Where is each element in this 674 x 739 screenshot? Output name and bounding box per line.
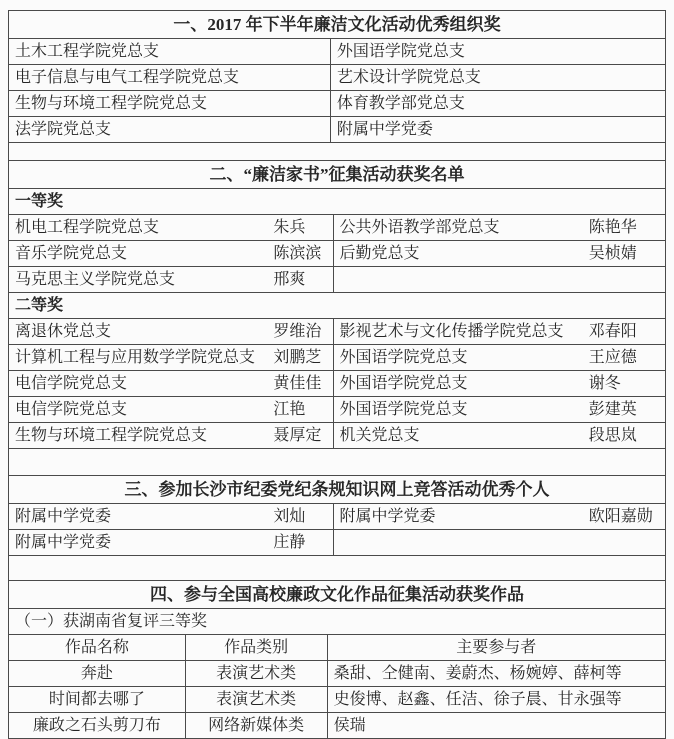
table-row xyxy=(9,319,666,345)
table-row xyxy=(9,687,666,713)
work-participants-cell: 侯瑞 xyxy=(327,713,665,739)
name-cell: 吴桢婧 xyxy=(583,241,666,267)
name-cell: 谢冬 xyxy=(583,371,666,397)
table-row xyxy=(9,39,666,65)
org-cell: 外国语学院党总支 xyxy=(333,371,583,397)
work-title-column-header: 作品名称 xyxy=(9,635,186,661)
name-cell: 陈滨滨 xyxy=(267,241,333,267)
table-row xyxy=(9,65,666,91)
org-cell: 机关党总支 xyxy=(333,423,583,449)
first-prize-label: 一等奖 xyxy=(9,189,666,215)
first-prize-label-row xyxy=(9,189,666,215)
table-row xyxy=(9,345,666,371)
section4-header-row xyxy=(9,581,666,609)
org-cell: 公共外语教学部党总支 xyxy=(333,215,583,241)
name-cell: 彭建英 xyxy=(583,397,666,423)
name-cell: 罗维治 xyxy=(267,319,333,345)
table-row xyxy=(9,661,666,687)
work-title-cell: 奔赴 xyxy=(9,661,186,687)
name-cell xyxy=(583,530,666,556)
table-row xyxy=(9,117,666,143)
org-cell: 体育教学部党总支 xyxy=(330,91,665,117)
section4-subtitle: （一）获湖南省复评三等奖 xyxy=(9,609,666,635)
table-row xyxy=(9,371,666,397)
table-row xyxy=(9,713,666,739)
work-participants-column-header: 主要参与者 xyxy=(327,635,665,661)
org-cell: 电信学院党总支 xyxy=(9,371,268,397)
section1-org-award-table xyxy=(8,10,666,143)
work-participants-cell: 桑甜、仝健南、姜蔚杰、杨婉婷、薛柯等 xyxy=(327,661,665,687)
second-prize-label: 二等奖 xyxy=(9,293,666,319)
table-row xyxy=(9,504,666,530)
name-cell: 邢爽 xyxy=(267,267,333,293)
section2-title: 二、“廉洁家书”征集活动获奖名单 xyxy=(9,161,666,189)
org-cell: 计算机工程与应用数学学院党总支 xyxy=(9,345,268,371)
org-cell: 附属中学党委 xyxy=(333,504,583,530)
name-cell: 聂厚定 xyxy=(267,423,333,449)
name-cell: 刘鹏芝 xyxy=(267,345,333,371)
org-cell: 附属中学党委 xyxy=(9,504,268,530)
table-gap xyxy=(8,449,666,475)
org-cell xyxy=(333,267,583,293)
section2-letter-award-table xyxy=(8,160,666,449)
name-cell: 朱兵 xyxy=(267,215,333,241)
table-gap xyxy=(8,556,666,580)
table-row xyxy=(9,215,666,241)
org-cell: 外国语学院党总支 xyxy=(333,345,583,371)
org-cell: 生物与环境工程学院党总支 xyxy=(9,423,268,449)
org-cell: 离退休党总支 xyxy=(9,319,268,345)
table-row xyxy=(9,267,666,293)
name-cell xyxy=(583,267,666,293)
work-category-column-header: 作品类别 xyxy=(185,635,327,661)
org-cell: 生物与环境工程学院党总支 xyxy=(9,91,331,117)
org-cell: 法学院党总支 xyxy=(9,117,331,143)
award-document xyxy=(8,10,666,739)
section4-title: 四、参与全国高校廉政文化作品征集活动获奖作品 xyxy=(9,581,666,609)
section1-header-row xyxy=(9,11,666,39)
section2-header-row xyxy=(9,161,666,189)
table-row xyxy=(9,423,666,449)
section1-title: 一、2017 年下半年廉洁文化活动优秀组织奖 xyxy=(9,11,666,39)
name-cell: 欧阳嘉勋 xyxy=(583,504,666,530)
section4-subtitle-row xyxy=(9,609,666,635)
org-cell: 电子信息与电气工程学院党总支 xyxy=(9,65,331,91)
org-cell: 马克思主义学院党总支 xyxy=(9,267,268,293)
org-cell: 影视艺术与文化传播学院党总支 xyxy=(333,319,583,345)
name-cell: 庄静 xyxy=(267,530,333,556)
org-cell: 艺术设计学院党总支 xyxy=(330,65,665,91)
name-cell: 陈艳华 xyxy=(583,215,666,241)
table-gap xyxy=(8,143,666,160)
org-cell: 土木工程学院党总支 xyxy=(9,39,331,65)
org-cell: 附属中学党委 xyxy=(9,530,268,556)
org-cell xyxy=(333,530,583,556)
table-row xyxy=(9,91,666,117)
section3-quiz-award-table xyxy=(8,475,666,556)
work-category-cell: 网络新媒体类 xyxy=(185,713,327,739)
name-cell: 王应德 xyxy=(583,345,666,371)
org-cell: 后勤党总支 xyxy=(333,241,583,267)
org-cell: 外国语学院党总支 xyxy=(330,39,665,65)
name-cell: 江艳 xyxy=(267,397,333,423)
section3-header-row xyxy=(9,476,666,504)
work-title-cell: 廉政之石头剪刀布 xyxy=(9,713,186,739)
name-cell: 邓春阳 xyxy=(583,319,666,345)
name-cell: 刘灿 xyxy=(267,504,333,530)
works-column-header-row xyxy=(9,635,666,661)
table-row xyxy=(9,241,666,267)
table-row xyxy=(9,397,666,423)
org-cell: 外国语学院党总支 xyxy=(333,397,583,423)
work-title-cell: 时间都去哪了 xyxy=(9,687,186,713)
section4-works-award-table xyxy=(8,580,666,739)
name-cell: 段思岚 xyxy=(583,423,666,449)
org-cell: 机电工程学院党总支 xyxy=(9,215,268,241)
org-cell: 电信学院党总支 xyxy=(9,397,268,423)
section3-title: 三、参加长沙市纪委党纪条规知识网上竞答活动优秀个人 xyxy=(9,476,666,504)
second-prize-label-row xyxy=(9,293,666,319)
org-cell: 附属中学党委 xyxy=(330,117,665,143)
work-participants-cell: 史俊博、赵鑫、任洁、徐子晨、甘永强等 xyxy=(327,687,665,713)
work-category-cell: 表演艺术类 xyxy=(185,661,327,687)
name-cell: 黄佳佳 xyxy=(267,371,333,397)
table-row xyxy=(9,530,666,556)
work-category-cell: 表演艺术类 xyxy=(185,687,327,713)
org-cell: 音乐学院党总支 xyxy=(9,241,268,267)
